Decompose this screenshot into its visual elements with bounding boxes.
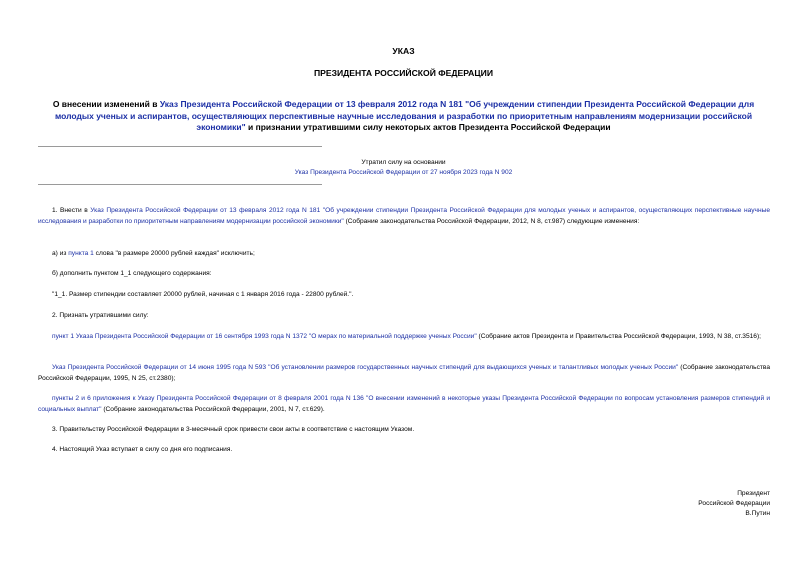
paragraph-1-decree-link[interactable]: Указ Президента Российской Федерации от 13 февраля 2012 года N 181 "Об учреждении стипендии Президента Российской Федерации для молодых ученых и аспирантов, осуществляющих перспективные научные исследования и разработки по приоритетным направлениям модернизации российской экономики" [38,207,770,225]
signature-country: Российской Федерации [698,499,770,507]
paragraph-2b: Указ Президента Российской Федерации от 14 июня 1995 года N 593 "Об установлении размеров государственных научных стипендий для выдающихся ученых и талантливых молодых ученых России" (Собрание законодательства Российской Федерации, 1995, N 25, ст.2380); [38,364,770,382]
paragraph-1: 1. Внести в Указ Президента Российской Федерации от 13 февраля 2012 года N 181 "Об учреждении стипендии Президента Российской Федерации для молодых ученых и аспирантов, осуществляющих перспективные научные исследования и разработки по приоритетным направлениям модернизации российской экономики" (Собрание законодательства Российской Федерации, 2012, N 8, ст.987) следующие изменения: [38,207,770,225]
decree-136-link[interactable]: пункты 2 и 6 приложения к Указу Президента Российской Федерации от 8 февраля 2001 года N 136 "О внесении изменений в некоторые указы Президента Российской Федерации по вопросам установления размеров стипендий и социальных выплат" [38,395,770,413]
signature-block [698,489,770,518]
title-decree-link[interactable]: Указ Президента Российской Федерации от 13 февраля 2012 года N 181 "Об учреждении стипендии Президента Российской Федерации для молодых ученых и аспирантов, осуществляющих перспективные научные исследования и разработки по приоритетным направлениям модернизации российской экономики" [54,99,755,132]
lost-force-notice [0,158,807,178]
paragraph-3: 3. Правительству Российской Федерации в 3-месячный срок привести свои акты в соответствие с настоящим Указом. [52,426,415,433]
paragraph-1a: а) из пункта 1 слова "в размере 20000 рублей каждая" исключить; [52,250,255,257]
document-type-heading: УКАЗ [392,46,415,56]
signature-title: Президент [737,490,770,497]
decree-593-link[interactable]: Указ Президента Российской Федерации от 14 июня 1995 года N 593 "Об установлении размеров государственных научных стипендий для выдающихся ученых и талантливых молодых ученых России" [52,364,679,371]
paragraph-2a: пункт 1 Указа Президента Российской Федерации от 16 сентября 1993 года N 1372 "О мерах по материальной поддержке ученых России" (Собрание актов Президента и Правительства Российской Федерации, 1993, N 38, ст.3516); [52,333,761,340]
paragraph-quote: "1_1. Размер стипендии составляет 20000 рублей, начиная с 1 января 2016 года - 22800 рублей.". [52,291,354,298]
divider-top [38,146,322,147]
title-prefix: О внесении изменений в [52,99,160,109]
paragraph-1b: б) дополнить пунктом 1_1 следующего содержания: [52,270,212,277]
decree-1372-link[interactable]: пункт 1 Указа Президента Российской Федерации от 16 сентября 1993 года N 1372 "О мерах по материальной поддержке ученых России" [52,333,477,340]
title-suffix: и признании утратившими силу некоторых актов Президента Российской Федерации [245,122,611,132]
issuer-heading: ПРЕЗИДЕНТА РОССИЙСКОЙ ФЕДЕРАЦИИ [313,68,494,78]
document-title [40,99,767,134]
paragraph-2: 2. Признать утратившими силу: [52,312,149,319]
lost-force-label: Утратил силу на основании [361,159,446,166]
point-1-link[interactable]: пункта 1 [68,250,94,257]
signature-name: В.Путин [745,509,770,517]
divider-bottom [38,184,322,185]
paragraph-4: 4. Настоящий Указ вступает в силу со дня его подписания. [52,446,233,453]
lost-force-link[interactable]: Указ Президента Российской Федерации от 27 ноября 2023 года N 902 [294,169,513,176]
paragraph-2c: пункты 2 и 6 приложения к Указу Президента Российской Федерации от 8 февраля 2001 года N 136 "О внесении изменений в некоторые указы Президента Российской Федерации по вопросам установления размеров стипендий и социальных выплат" (Собрание законодательства Российской Федерации, 2001, N 7, ст.629). [38,395,770,413]
